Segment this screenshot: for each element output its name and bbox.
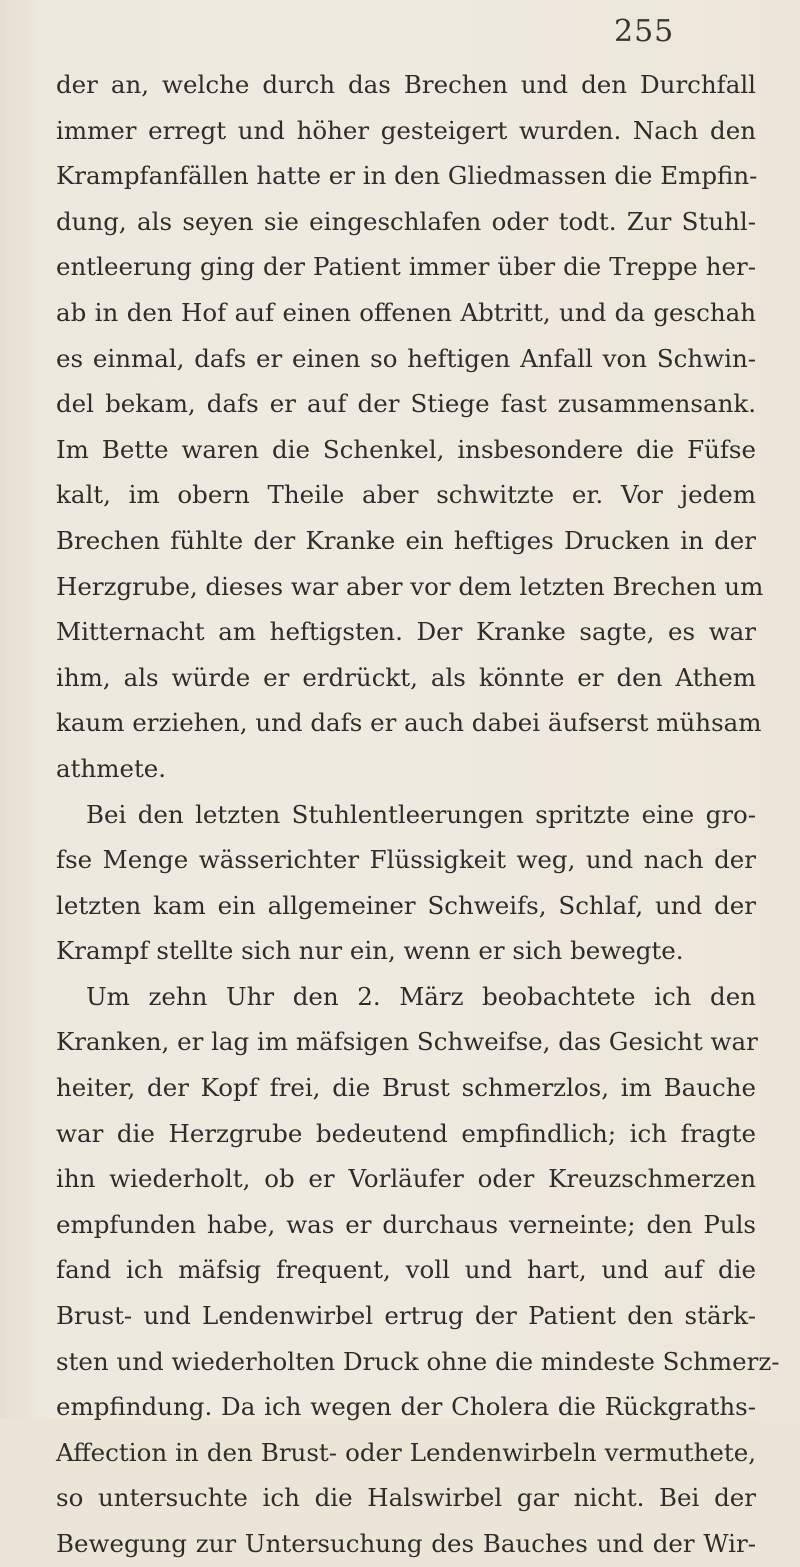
text-line: Brechen fühlte der Kranke ein heftiges Drucken in der [56, 525, 756, 555]
text-line: empfunden habe, was er durchaus verneinte; den Puls [56, 1209, 756, 1239]
text-line: Im Bette waren die Schenkel, insbesondere die Füfse [56, 434, 756, 464]
text-line: Krampfanfällen hatte er in den Gliedmassen die Empfin- [56, 161, 758, 191]
text-line: athmete. [56, 753, 167, 783]
text-line: Mitternacht am heftigsten. Der Kranke sagte, es war [56, 617, 756, 647]
text-line: del bekam, dafs er auf der Stiege fast zusammensank. [56, 389, 756, 419]
text-line: empfindung. Da ich wegen der Cholera die Rückgraths- [56, 1392, 756, 1422]
text-line: Brust- und Lendenwirbel ertrug der Patient den stärk- [56, 1301, 756, 1331]
text-line: immer erregt und höher gesteigert wurden. Nach den [56, 115, 756, 145]
text-line: sten und wiederholten Druck ohne die mindeste Schmerz- [56, 1346, 780, 1376]
text-line: Um zehn Uhr den 2. März beobachtete ich den [86, 981, 756, 1011]
text-line: heiter, der Kopf frei, die Brust schmerzlos, im Bauche [56, 1073, 756, 1103]
text-line: ab in den Hof auf einen offenen Abtritt, und da geschah [56, 297, 756, 327]
text-line: kaum erziehen, und dafs er auch dabei äufserst mühsam [56, 708, 762, 738]
page-number: 255 [614, 14, 675, 49]
text-line: dung, als seyen sie eingeschlafen oder todt. Zur Stuhl- [56, 206, 756, 236]
text-line: ihn wiederholt, ob er Vorläufer oder Kreuzschmerzen [56, 1164, 756, 1194]
text-line: Bewegung zur Untersuchung des Bauches und der Wir- [56, 1529, 756, 1558]
text-line: es einmal, dafs er einen so heftigen Anfall von Schwin- [56, 343, 756, 373]
text-line: ihm, als würde er erdrückt, als könnte er den Athem [56, 662, 756, 692]
text-line: der an, welche durch das Brechen und den Durchfall [56, 70, 756, 99]
body-text [56, 62, 780, 1567]
text-line: kalt, im obern Theile aber schwitzte er. Vor jedem [56, 480, 756, 510]
text-line: so untersuchte ich die Halswirbel gar nicht. Bei der [56, 1483, 756, 1513]
text-line: war die Herzgrube bedeutend empfindlich; ich fragte [56, 1118, 756, 1148]
text-line: Bei den letzten Stuhlentleerungen spritzte eine gro- [86, 799, 756, 829]
text-line: Kranken, er lag im mäfsigen Schweifse, das Gesicht war [56, 1027, 758, 1057]
text-line: fand ich mäfsig frequent, voll und hart, und auf die [56, 1255, 756, 1285]
text-line: Affection in den Brust- oder Lendenwirbeln vermuthete, [56, 1437, 756, 1467]
text-line: Herzgrube, dieses war aber vor dem letzten Brechen um [56, 571, 764, 601]
text-line: Krampf stellte sich nur ein, wenn er sich bewegte. [56, 936, 684, 966]
text-line: entleerung ging der Patient immer über die Treppe her- [56, 252, 756, 282]
text-line: letzten kam ein allgemeiner Schweifs, Schlaf, und der [56, 890, 756, 920]
text-line: fse Menge wässerichter Flüssigkeit weg, und nach der [56, 845, 756, 875]
